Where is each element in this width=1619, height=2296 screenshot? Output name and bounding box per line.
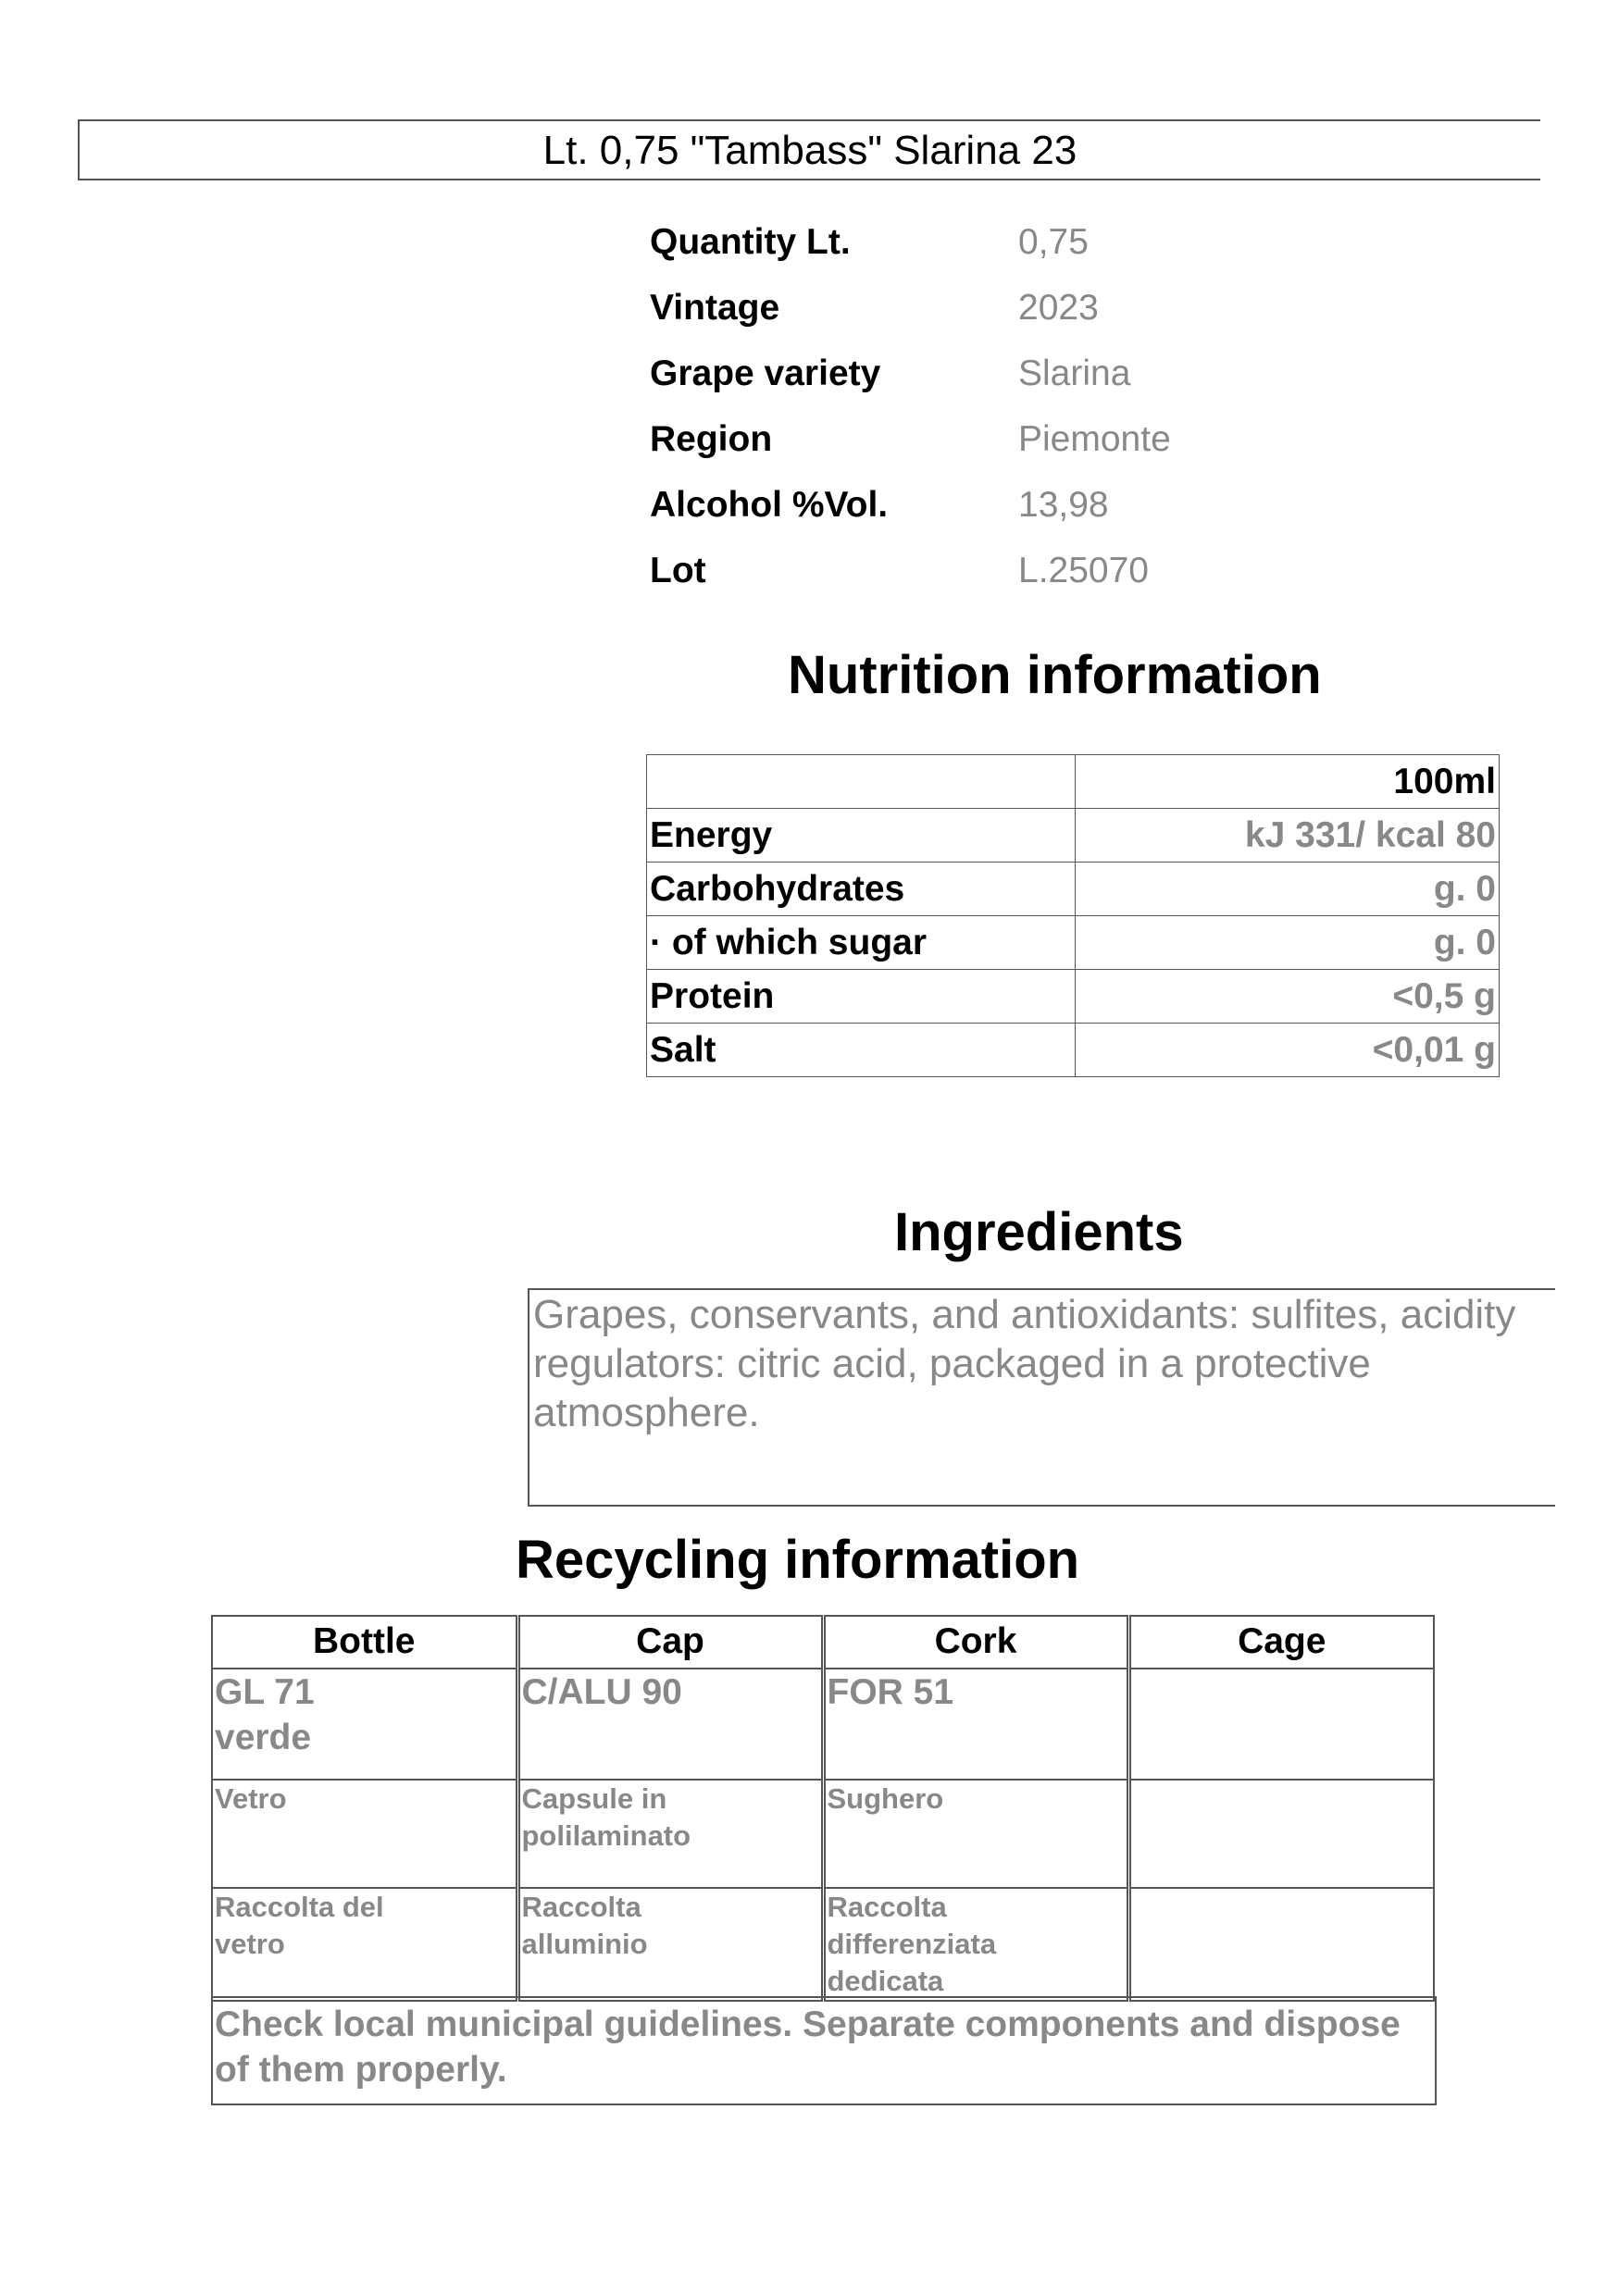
- recycling-materials-row: [212, 1780, 1434, 1888]
- fact-value-lot: L.25070: [1018, 551, 1149, 590]
- recycling-column-bottle: Bottle: [212, 1616, 517, 1669]
- nutrition-row-salt: [647, 1024, 1500, 1077]
- fact-label-vintage: Vintage: [650, 288, 780, 328]
- fact-value-region: Piemonte: [1018, 419, 1171, 459]
- recycling-code-cage: [1128, 1669, 1434, 1780]
- recycling-column-cork: Cork: [823, 1616, 1128, 1669]
- recycling-collection-row: [212, 1888, 1434, 2001]
- recycling-code-cork: FOR 51: [823, 1669, 1128, 1780]
- recycling-heading: Recycling information: [516, 1530, 1080, 1590]
- ingredients-heading: Ingredients: [894, 1202, 1184, 1262]
- fact-label-grape-variety: Grape variety: [650, 354, 881, 393]
- recycling-material-cork: Sughero: [823, 1780, 1128, 1888]
- ingredients-text: Grapes, conservants, and antioxidants: sulfites, acidity regulators: citric acid, packaged in a protective atmosphere.: [533, 1292, 1516, 1435]
- nutrition-row-carbohydrates: [647, 863, 1500, 916]
- fact-label-alcohol: Alcohol %Vol.: [650, 485, 889, 525]
- recycling-collection-bottle: Raccolta del vetro: [212, 1888, 517, 2001]
- nutrition-header-empty: [647, 755, 1076, 809]
- recycling-table: [211, 1615, 1435, 2002]
- fact-label-region: Region: [650, 419, 773, 459]
- nutrition-value: kJ 331/ kcal 80: [1076, 809, 1500, 863]
- recycling-header-row: [212, 1616, 1434, 1669]
- fact-label-lot: Lot: [650, 551, 706, 590]
- nutrition-value: g. 0: [1076, 916, 1500, 970]
- nutrition-row-protein: [647, 970, 1500, 1024]
- nutrition-header-row: [647, 755, 1500, 809]
- disposal-note-box: [211, 1996, 1437, 2105]
- product-title: Lt. 0,75 "Tambass" Slarina 23: [542, 128, 1077, 173]
- recycling-collection-cage: [1128, 1888, 1434, 2001]
- fact-label-quantity: Quantity Lt.: [650, 222, 851, 262]
- nutrition-row-energy: [647, 809, 1500, 863]
- nutrition-row-sugar: [647, 916, 1500, 970]
- recycling-material-cap: Capsule in polilaminato: [517, 1780, 823, 1888]
- recycling-code-cap: C/ALU 90: [517, 1669, 823, 1780]
- fact-value-vintage: 2023: [1018, 288, 1099, 328]
- nutrition-label: · of which sugar: [647, 916, 1076, 970]
- nutrition-label: Protein: [647, 970, 1076, 1024]
- recycling-material-bottle: Vetro: [212, 1780, 517, 1888]
- nutrition-value: <0,01 g: [1076, 1024, 1500, 1077]
- recycling-material-cage: [1128, 1780, 1434, 1888]
- nutrition-heading: Nutrition information: [788, 645, 1322, 705]
- nutrition-table: [646, 754, 1500, 1077]
- nutrition-value: g. 0: [1076, 863, 1500, 916]
- product-title-box: [78, 119, 1540, 180]
- fact-value-grape-variety: Slarina: [1018, 354, 1131, 393]
- recycling-column-cage: Cage: [1128, 1616, 1434, 1669]
- recycling-code-bottle: GL 71 verde: [212, 1669, 517, 1780]
- fact-value-alcohol: 13,98: [1018, 485, 1109, 525]
- fact-value-quantity: 0,75: [1018, 222, 1089, 262]
- recycling-column-cap: Cap: [517, 1616, 823, 1669]
- recycling-collection-cork: Raccolta differenziata dedicata: [823, 1888, 1128, 2001]
- nutrition-label: Salt: [647, 1024, 1076, 1077]
- disposal-note: Check local municipal guidelines. Separate components and dispose of them properly.: [215, 2004, 1401, 2090]
- recycling-collection-cap: Raccolta alluminio: [517, 1888, 823, 2001]
- ingredients-box: [528, 1288, 1555, 1507]
- nutrition-label: Carbohydrates: [647, 863, 1076, 916]
- nutrition-header-100ml: 100ml: [1076, 755, 1500, 809]
- nutrition-label: Energy: [647, 809, 1076, 863]
- recycling-codes-row: [212, 1669, 1434, 1780]
- nutrition-value: <0,5 g: [1076, 970, 1500, 1024]
